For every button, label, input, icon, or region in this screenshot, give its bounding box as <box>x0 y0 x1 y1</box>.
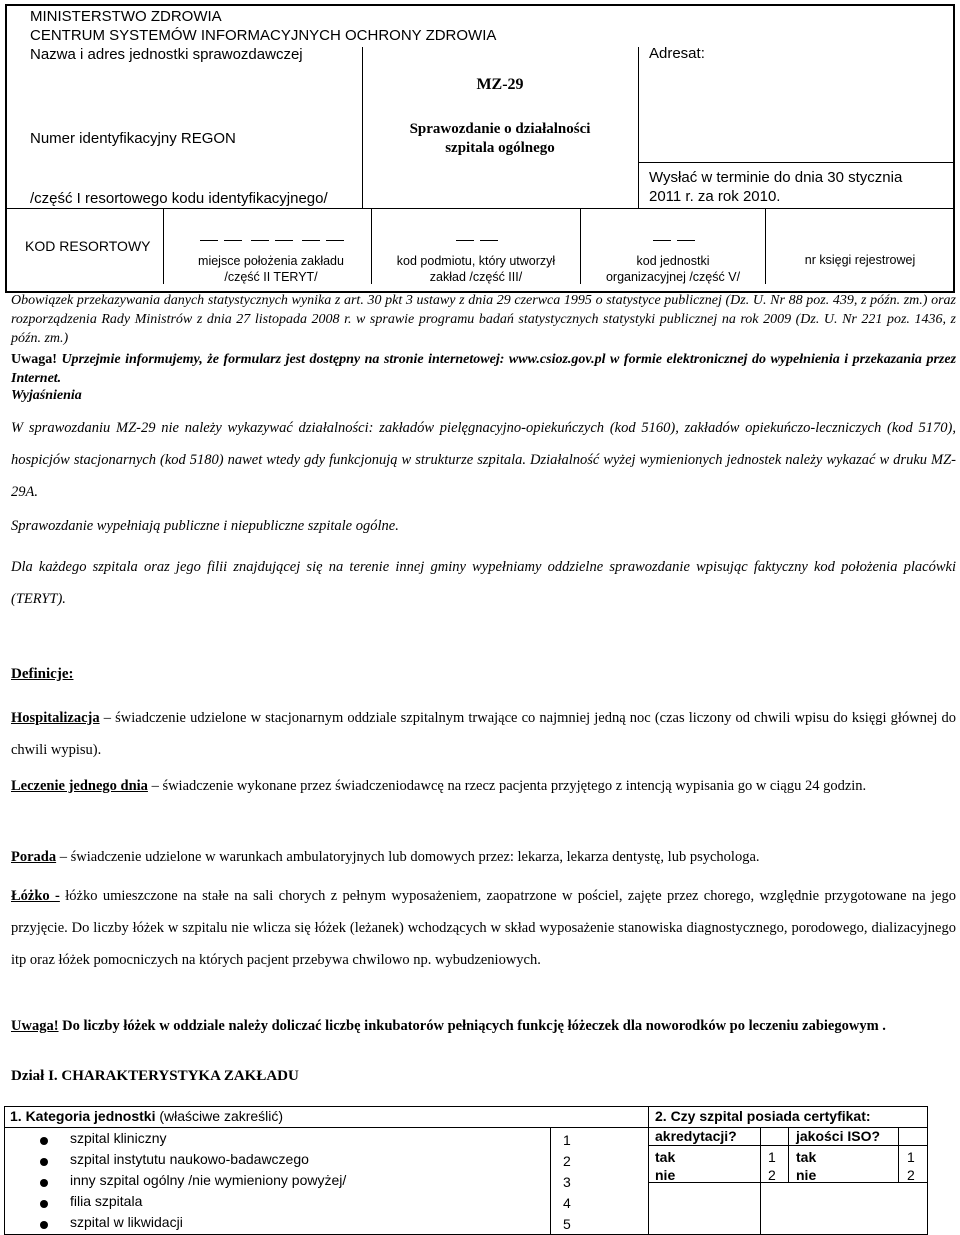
part5-input-slots[interactable] <box>650 228 698 246</box>
divider <box>638 47 639 208</box>
category-code[interactable]: 4 <box>563 1195 571 1211</box>
accreditation-label: akredytacji? <box>655 1128 737 1144</box>
deadline: Wysłać w terminie do dnia 30 stycznia <box>649 169 903 186</box>
iso-no[interactable]: nie <box>796 1167 817 1183</box>
kod-resortowy-label: KOD RESORTOWY <box>25 238 151 254</box>
category-option[interactable]: szpital w likwidacji <box>70 1214 183 1230</box>
table-line <box>898 1127 899 1182</box>
definitions-heading: Definicje: <box>11 666 74 682</box>
definition-hospitalization: Hospitalizacja – świadczenie udzielone w stacjonarnym oddziale szpitalnym trwające co najmniej jedną noc (czas liczony od chwili wpisu do księgi głównej do chwili wypisu). <box>11 710 956 758</box>
table-line <box>648 1106 649 1235</box>
divider <box>163 208 164 284</box>
section-heading: Dział I. CHARAKTERYSTYKA ZAKŁADU <box>11 1068 299 1084</box>
term: Łóżko - <box>11 888 60 904</box>
definition-text: łóżko umieszczone na stałe na sali chorych z pełnym wyposażeniem, zaopatrzone w pościel, zajęte przez chorego, względnie przygotowane na jego przyjęcie. Do liczby łóżek w szpitalu nie wlicza się łóżek (leżanek) wchodzących w skład wyposażenie stanowiska diagnostycznego, porodowego, dializacyjnego itp oraz łóżek pomocniczych na których pacjent przebywa chwilowo np. wybudzeniowych. <box>11 888 956 968</box>
teryt-label: miejsce położenia zakładu <box>198 254 344 268</box>
report-title: szpitala ogólnego <box>445 140 555 156</box>
explanations-heading: Wyjaśnienia <box>11 388 82 403</box>
category-code[interactable]: 1 <box>563 1132 571 1148</box>
iso-label: jakości ISO? <box>796 1128 881 1144</box>
table-line <box>788 1127 789 1182</box>
term: Porada <box>11 849 57 865</box>
category-code[interactable]: 3 <box>563 1174 571 1190</box>
category-option[interactable]: szpital instytutu naukowo-badawczego <box>70 1151 309 1167</box>
category-option[interactable]: inny szpital ogólny /nie wymieniony powyżej/ <box>70 1172 347 1188</box>
part3-label: kod podmiotu, który utworzył <box>396 254 556 268</box>
table-line <box>648 1182 928 1183</box>
accreditation-no[interactable]: nie <box>655 1167 676 1183</box>
table-line <box>760 1127 761 1235</box>
term: Hospitalizacja <box>11 710 100 726</box>
internet-notice <box>11 350 956 388</box>
definition-bed <box>11 880 956 976</box>
yes-code[interactable]: 1 <box>907 1149 915 1165</box>
notice-text: Uprzejmie informujemy, że formularz jest dostępny na stronie internetowej: www.csioz.gov.pl w formie elektronicznej do wypełnienia i przekazania przez Internet. <box>11 352 957 386</box>
table-line <box>4 1127 928 1128</box>
part3-input-slots[interactable] <box>453 228 501 246</box>
table-line <box>648 1145 928 1146</box>
category-code[interactable]: 5 <box>563 1216 571 1232</box>
question-hint: (właściwe zakreślić) <box>159 1108 284 1124</box>
registry-number-label: nr księgi rejestrowej <box>804 253 916 267</box>
teryt-label: /część II TERYT/ <box>224 270 318 284</box>
notice-text: Do liczby łóżek w oddziale należy doliczać liczbę inkubatorów pełniących funkcję łóżeczek dla noworodków po leczeniu zabiegowym . <box>62 1018 886 1034</box>
part3-label: zakład /część III/ <box>429 270 523 284</box>
form-code: MZ-29 <box>476 76 524 93</box>
header-divider <box>5 208 955 209</box>
notice-label: Uwaga! <box>11 352 57 367</box>
table-line <box>550 1127 551 1235</box>
definition-advice: Porada – świadczenie udzielone w warunkach ambulatoryjnych lub domowych przez: lekarza, lekarza dentystę, lub psychologa. <box>11 849 760 865</box>
definition-text: świadczenie udzielone w warunkach ambulatoryjnych lub domowych przez: lekarza, lekarza dentystę, lub psychologa. <box>70 849 760 865</box>
definition-one-day: Leczenie jednego dnia – świadczenie wykonane przez świadczeniodawcę na rzecz pacjenta przyjętego z intencją wypisania go w ciągu 24 godzin. <box>11 778 867 794</box>
explanation-paragraph: W sprawozdaniu MZ-29 nie należy wykazywać działalności: zakładów pielęgnacyjno-opiekuńczych (kod 5160), zakładów opiekuńczo-leczniczych (kod 5170), hospicjów stacjonarnych (kod 5180) nawet wtedy gdy funkcjonują w strukturze szpitala. Działalność wyżej wymienionych jednostek należy wykazać w druku MZ-29A. <box>11 420 956 500</box>
regon-label: Numer identyfikacyjny REGON <box>30 130 236 147</box>
divider <box>765 208 766 284</box>
explanation-paragraph: Sprawozdanie wypełniają publiczne i niepubliczne szpitale ogólne. <box>11 518 399 534</box>
teryt-input-slots[interactable] <box>197 228 347 246</box>
unit-label: Nazwa i adres jednostki sprawozdawczej <box>30 46 303 63</box>
explanation-paragraph: Dla każdego szpitala oraz jego filii znajdującej się na terenie innej gminy wypełniamy oddzielne sprawozdanie wpisując faktyczny kod położenia placówki (TERYT). <box>11 559 956 607</box>
iso-yes[interactable]: tak <box>796 1149 817 1165</box>
no-code[interactable]: 2 <box>907 1167 915 1183</box>
yes-code[interactable]: 1 <box>768 1149 776 1165</box>
accreditation-yes[interactable]: tak <box>655 1149 676 1165</box>
center-name: CENTRUM SYSTEMÓW INFORMACYJNYCH OCHRONY ZDROWIA <box>30 27 497 44</box>
part5-label: organizacyjnej /część V/ <box>605 270 741 284</box>
category-code[interactable]: 2 <box>563 1153 571 1169</box>
category-option[interactable]: filia szpitala <box>70 1193 143 1209</box>
definition-text: świadczenie udzielone w stacjonarnym oddziale szpitalnym trwające co najmniej jedną noc (czas liczony od chwili wpisu do księgi głównej do chwili wypisu). <box>11 710 956 758</box>
addressee-label: Adresat: <box>649 45 705 62</box>
no-code[interactable]: 2 <box>768 1167 776 1183</box>
beds-notice <box>11 1017 956 1036</box>
divider <box>638 162 955 163</box>
certificate-question: 2. Czy szpital posiada certyfikat: <box>655 1108 871 1124</box>
deadline: 2011 r. za rok 2010. <box>649 188 781 205</box>
question-label: 1. Kategoria jednostki <box>10 1108 156 1124</box>
legal-basis: Obowiązek przekazywania danych statystycznych wynika z art. 30 pkt 3 ustawy z dnia 29 czerwca 1995 o statystyce publicznej (Dz. U. Nr 88 poz. 439, z późn. zm.) oraz rozporządzenia Rady Ministrów z dnia 27 listopada 2008 r. w sprawie programu badań statystycznych statystyki publicznej na rok 2009 (Dz. U. Nr 221 poz. 1436, z późn. zm.) <box>11 293 956 346</box>
regon-part1-label: /część I resortowego kodu identyfikacyjnego/ <box>30 190 328 207</box>
definition-text: świadczenie wykonane przez świadczeniodawcę na rzecz pacjenta przyjętego z intencją wypisania go w ciągu 24 godzin. <box>162 778 867 794</box>
category-option[interactable]: szpital kliniczny <box>70 1130 167 1146</box>
part5-label: kod jednostki <box>636 254 710 268</box>
term: Leczenie jednego dnia <box>11 778 148 794</box>
notice-label: Uwaga! <box>11 1018 59 1034</box>
report-title: Sprawozdanie o działalności <box>409 121 591 137</box>
category-question <box>10 1108 283 1124</box>
ministry-name: MINISTERSTWO ZDROWIA <box>30 8 222 25</box>
